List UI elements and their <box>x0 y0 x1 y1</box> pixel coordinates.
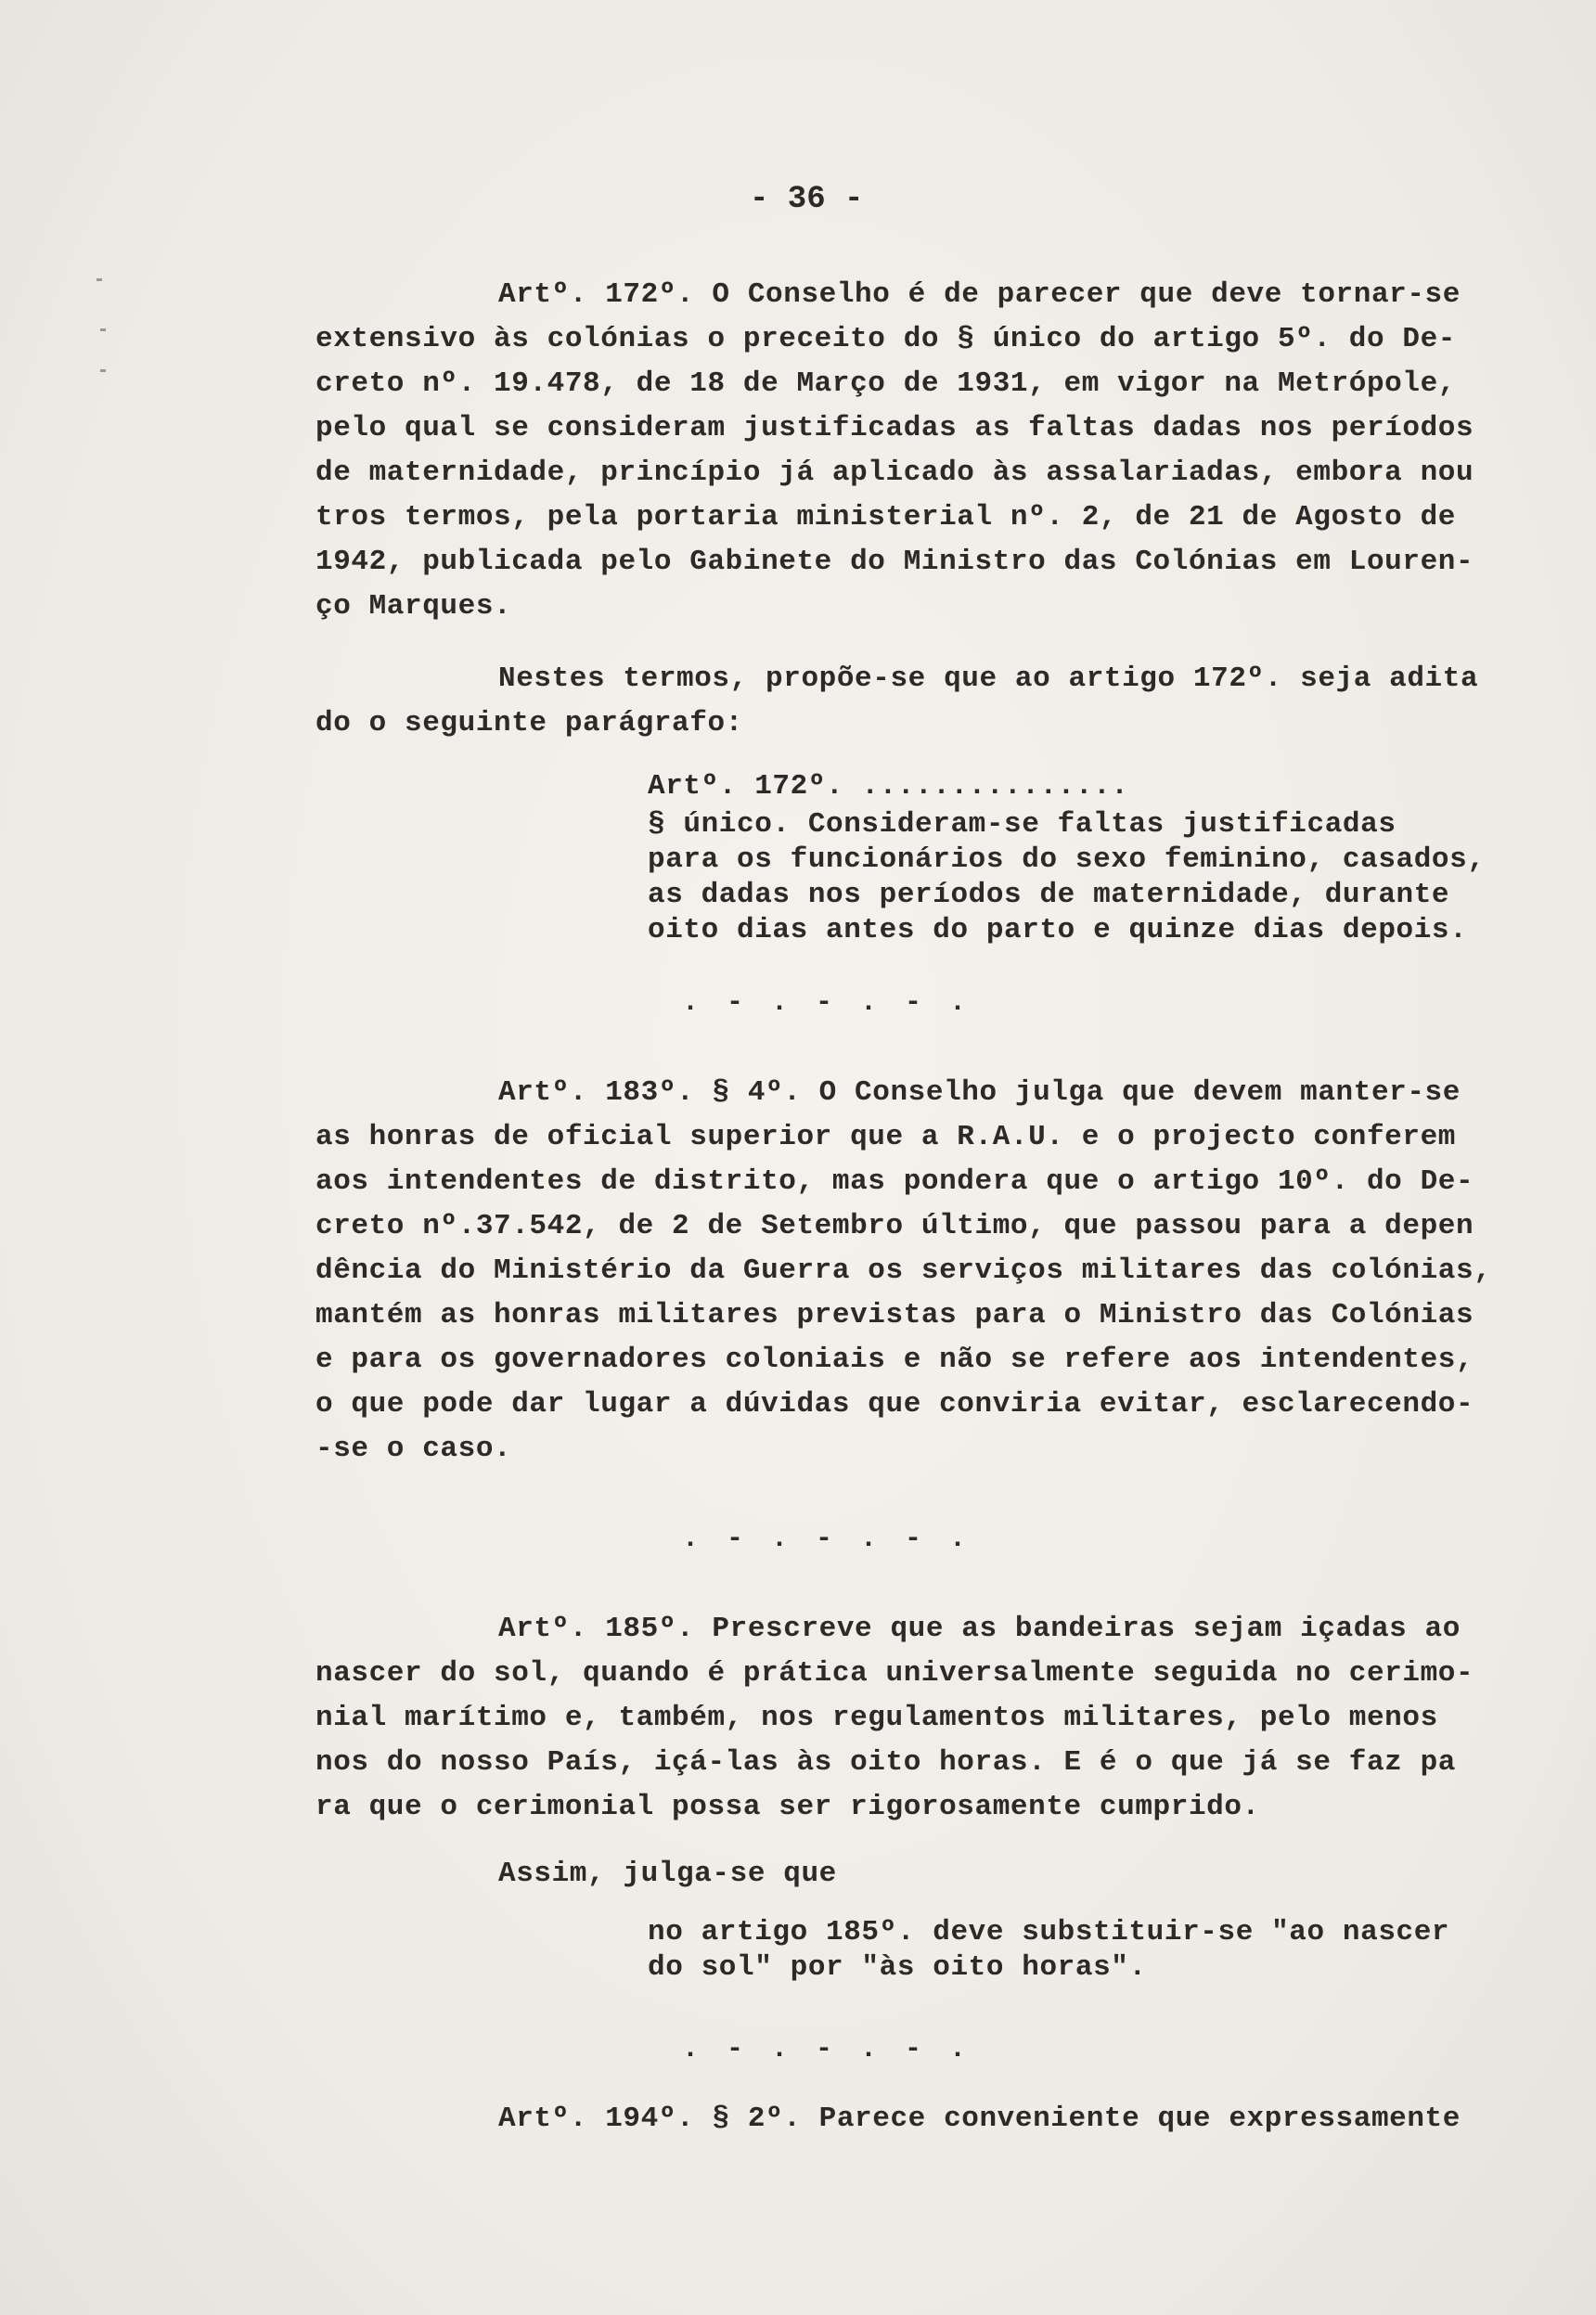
text-line: tros termos, pela portaria ministerial nº. 2, de 21 de Agosto de <box>315 501 1456 534</box>
separator: . - . - . - . <box>682 1524 972 1555</box>
quote-line: as dadas nos períodos de maternidade, durante <box>648 879 1450 911</box>
text-line: nascer do sol, quando é prática universalmente seguida no cerimo- <box>315 1657 1474 1690</box>
text-line: -se o caso. <box>315 1433 512 1465</box>
text-line: 1942, publicada pelo Gabinete do Ministro das Colónias em Louren- <box>315 546 1474 578</box>
margin-mark <box>100 369 106 372</box>
text-line: creto nº. 19.478, de 18 de Março de 1931, em vigor na Metrópole, <box>315 367 1456 400</box>
text-line: de maternidade, princípio já aplicado às assalariadas, embora nou <box>315 457 1474 489</box>
page-number: - 36 - <box>750 182 864 217</box>
text-line: Artº. 185º. Prescreve que as bandeiras sejam içadas ao <box>498 1613 1461 1645</box>
text-line: nos do nosso País, içá-las às oito horas. E é o que já se faz pa <box>315 1746 1456 1779</box>
text-line: pelo qual se consideram justificadas as faltas dadas nos períodos <box>315 412 1474 444</box>
text-line: as honras de oficial superior que a R.A.U. e o projecto conferem <box>315 1121 1456 1153</box>
text-line: e para os governadores coloniais e não se refere aos intendentes, <box>315 1344 1474 1376</box>
text-line: ço Marques. <box>315 590 512 623</box>
text-line: aos intendentes de distrito, mas pondera que o artigo 10º. do De- <box>315 1165 1474 1198</box>
text-line: nial marítimo e, também, nos regulamentos militares, pelo menos <box>315 1702 1438 1734</box>
text-line: mantém as honras militares previstas para o Ministro das Colónias <box>315 1299 1474 1331</box>
text-line: Artº. 194º. § 2º. Parece conveniente que expressamente <box>498 2103 1461 2135</box>
text-line: ra que o cerimonial possa ser rigorosamente cumprido. <box>315 1791 1260 1823</box>
text-line: Nestes termos, propõe-se que ao artigo 172º. seja adita <box>498 662 1479 695</box>
text-line: Artº. 172º. O Conselho é de parecer que deve tornar-se <box>498 278 1461 311</box>
quote-line: para os funcionários do sexo feminino, casados, <box>648 843 1486 876</box>
quote-line: § único. Consideram-se faltas justificadas <box>648 808 1396 841</box>
margin-mark <box>97 278 102 281</box>
quote-line: no artigo 185º. deve substituir-se "ao nascer <box>648 1916 1450 1948</box>
text-line: do o seguinte parágrafo: <box>315 707 743 740</box>
separator: . - . - . - . <box>682 987 972 1019</box>
quote-line: oito dias antes do parto e quinze dias depois. <box>648 914 1468 946</box>
text-line: Artº. 183º. § 4º. O Conselho julga que devem manter-se <box>498 1076 1461 1109</box>
text-line: o que pode dar lugar a dúvidas que conviria evitar, esclarecendo- <box>315 1388 1474 1421</box>
margin-mark <box>100 328 106 331</box>
text-line: Assim, julga-se que <box>498 1858 837 1890</box>
quote-line: do sol" por "às oito horas". <box>648 1951 1147 1984</box>
quote-line: Artº. 172º. ............... <box>648 770 1129 803</box>
text-line: dência do Ministério da Guerra os serviços militares das colónias, <box>315 1254 1492 1287</box>
text-line: extensivo às colónias o preceito do § único do artigo 5º. do De- <box>315 323 1456 355</box>
separator: . - . - . - . <box>682 2034 972 2065</box>
text-line: creto nº.37.542, de 2 de Setembro último, que passou para a depen <box>315 1210 1474 1242</box>
